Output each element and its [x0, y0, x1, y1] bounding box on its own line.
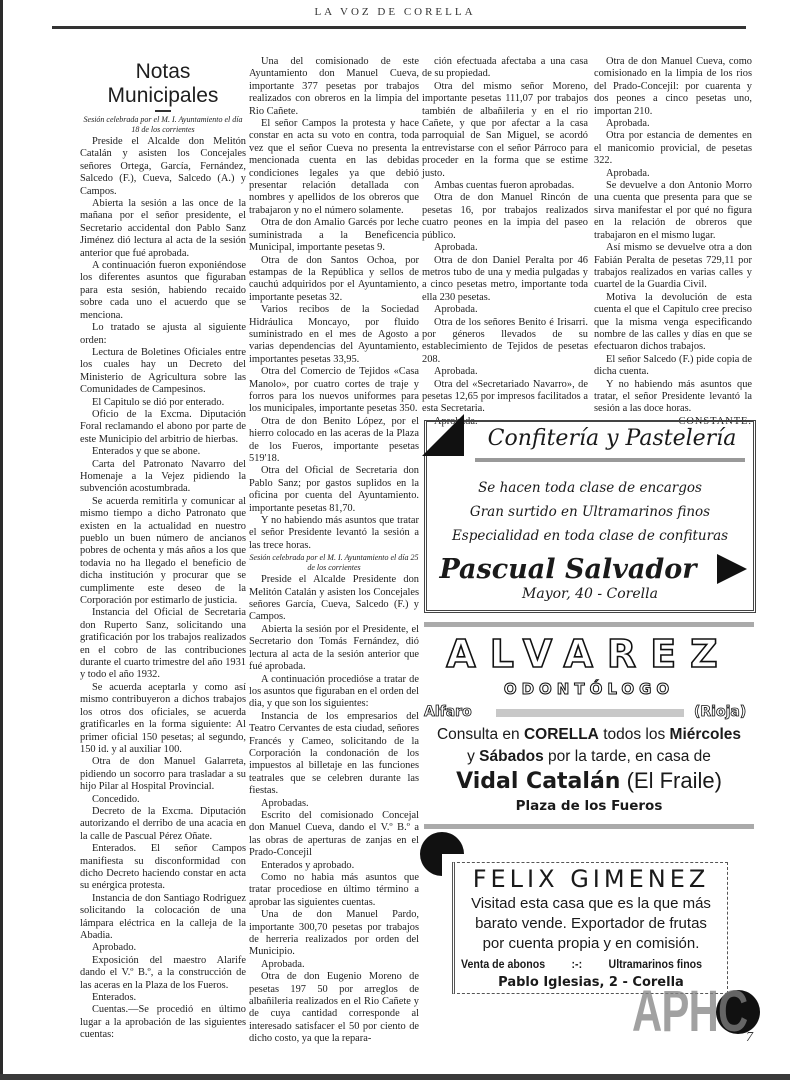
paragraph: Otra de don Amalio Garcés por leche suministrada a la Beneficencia Municipal, importante pesetas 9. [249, 217, 419, 254]
paragraph: Otra de don Eugenio Moreno de pesetas 197 50 por arreglos de albañileria realizados en el Rio Cañete y de cuya cantidad corresponde al interesado satisfacer el 50 por ciento de dicho costo, ya que la repara- [249, 971, 419, 1045]
paragraph: Una de don Manuel Pardo, importante 300,70 pesetas por trabajos de herreria realizados por orden del Municipio. [249, 909, 419, 958]
article-column-2 [249, 56, 419, 1046]
ad-gimenez-name: FELIX GIMENEZ [472, 865, 710, 893]
archive-watermark: APHC [632, 979, 748, 1044]
paragraph: Otra del Oficial de Secretaria don Pablo Sanz; por gastos suplidos en la oficina por cuenta del Ayuntamiento. importante pesetas 81,70. [249, 465, 419, 514]
column-3-paragraphs [422, 56, 588, 428]
paragraph: Otra del Comercio de Tejidos «Casa Manolo», por cuatro cortes de traje y forros para los nuevos uniformes para los municipales, importante pesetas 350. [249, 366, 419, 415]
paragraph: Exposición del maestro Alarife dando el V.º B.º, a la construcción de las aceras en la Plaza de los Fueros. [80, 954, 246, 991]
paragraph: Aprobado. [92, 942, 137, 954]
ad-alvarez-city: Alfaro [424, 704, 472, 720]
paragraph: Escrito del comisionado Concejal don Manuel Cueva, dando el V.º B.º a las obras de aperturas de zanjas en el Prado-Concejil [249, 809, 419, 859]
article-title: Notas Municipales [107, 60, 219, 107]
paragraph: Concedido. [92, 793, 140, 805]
ad-gimenez-address: Pablo Iglesias, 2 - Corella [498, 975, 684, 990]
masthead: LA VOZ DE CORELLA [314, 6, 476, 18]
ad-felix-gimenez [452, 862, 728, 994]
ad-gimenez-line: por cuenta propia y en comisión. [482, 935, 700, 952]
article-column-1 [80, 60, 246, 1042]
host-name: Vidal Catalán [456, 769, 621, 794]
paragraph: Otra de don Manuel Rincón de pesetas 16, por trabajos realizados cuatro peones en la impia del paseo público. [422, 192, 588, 241]
paragraph: El Capitulo se dió por enterado. [92, 396, 225, 408]
paragraph: Y no habiendo más asuntos que tratar, el señor Presidente levantó la sesión a las doce horas. [594, 378, 752, 415]
venta-right: Ultramarinos finos [608, 959, 703, 971]
corner-triangle-icon [422, 414, 464, 456]
paragraph: A continuación procedióse a tratar de los asuntos que figuraban en el orden del dia, y que son los siguientes: [249, 673, 419, 710]
column-4-paragraphs [594, 56, 752, 416]
paragraph: El señor Salcedo (F.) pide copia de dicha cuenta. [594, 353, 752, 378]
venta-left: Venta de abonos [461, 959, 546, 971]
ad-alvarez-consult-line [424, 726, 754, 744]
masthead-rule [52, 26, 746, 29]
ad-confiteria [424, 420, 756, 613]
page-edge-left [0, 0, 3, 1080]
column-2-paragraphs-a [249, 56, 419, 552]
paragraph: Otra de los señores Benito é Irisarri. por géneros llevados de su establecimiento de Tejidos de pesetas 208. [422, 316, 588, 365]
ad-confiteria-name: Pascual Salvador [439, 554, 697, 585]
ad-alvarez-host [424, 768, 754, 794]
article-column-4 [594, 56, 752, 428]
paragraph: Otra de don Manuel Galarreta, pidiendo un socorro para trasladar a su hijo Pilar al Hospital Provincial. [80, 756, 246, 793]
paragraph: El señor Campos la protesta y hace constar en acta su voto en contra, toda vez que el señor Cueva no presenta la mencionada cuenta en las debidas condiciones legales ya que debió presentar relación detallada con nombres y apellidos de los obreros que trabajaron y no el número solamente. [249, 118, 419, 216]
page-number: 7 [746, 1030, 753, 1045]
paragraph: Aprobada. [434, 415, 478, 427]
ad-alvarez-name: ALVAREZ [446, 632, 732, 676]
ad-alvarez-region: (Rioja) [694, 704, 747, 720]
paragraph: Se acuerda aceptarla y como así mismo contribuyeron a dichos trabajos los otros dos oficiales, se acuerda gratificarles en la forma siguiente: Al primer oficial 150 pesetas; al segundo, 150 id. y al auxiliar 100. [80, 681, 246, 755]
paragraph: Varios recibos de la Sociedad Hidráulica Moncayo, por fluido suministrado en el mes de Agosto a varias dependencias del Ayuntamiento, importantes pesetas 33,95. [249, 304, 419, 365]
ad-confiteria-line: Se hacen toda clase de encargos [478, 480, 702, 496]
paragraph: Preside el Alcalde don Melitón Catalán y asisten los Concejales señores Ortega, García, Fernández, Salcedo (F.), Cueva, Salcedo (A.) y Campos. [80, 136, 246, 197]
ad-alvarez-city-bar [496, 709, 684, 717]
paragraph: Motiva la devolución de esta cuenta el que el Capitulo cree preciso que la misma venga especificando nombre de las calles y días en que se efectuaron dichos trabajos. [594, 291, 752, 353]
paragraph: Cuentas.—Se procedió en último lugar a la aprobación de las siguientes cuentas: [80, 1004, 246, 1041]
text: y [467, 748, 480, 765]
ad-confiteria-line: Especialidad en toda clase de confituras [451, 528, 729, 544]
session-2-subtitle: Sesión celebrada por el M. I. Ayuntamiento el día 25 de los corrientes [249, 553, 419, 572]
article-column-3 [422, 56, 588, 428]
paragraph: Abierta la sesión por el Presidente, el Secretario don Tomás Fernández, dió lectura al acta de la sesión anterior que fué aprobada. [249, 623, 419, 673]
paragraph: Así mismo se devuelve otra a don Fabián Peralta de pesetas 729,11 por trabajos realizados en varias calles y cuartel de la Guardia Civil. [594, 242, 752, 291]
paragraph: Instancia de los empresarios del Teatro Cervantes de esta ciudad, señores Francés y Cameo, solicitando de la Corporación la condonación de los impuestos al billetaje en las funciones teatrales que se celebren durante las fiestas. [249, 710, 419, 797]
ad-alvarez-profession: ODONTÓLOGO [503, 680, 675, 698]
paragraph: Enterados. [92, 992, 137, 1004]
paragraph: Se devuelve a don Antonio Morro una cuenta que presenta para que se sirva manifestar el por qué no figura en la relación de obreros que trabajaron en el mismo lugar. [594, 180, 752, 241]
page-edge-bottom [0, 1074, 790, 1080]
paragraph: Instancia del Oficial de Secretaria don Ruperto Sanz, solicitando una gratificación por los trabajos realizados en el cobro de las contribuciones durante el cuarto trimestre del año 1931 y todo el año 1932. [80, 607, 246, 681]
session-1-subtitle: Sesión celebrada por el M. I. Ayuntamiento el día 18 de los corrientes [83, 115, 243, 134]
text: todos los [598, 726, 670, 743]
paragraph: Aprobada. [434, 242, 478, 254]
paragraph: Otra de don Daniel Peralta por 46 metros tubo de una y media pulgadas y a cinco pesetas metro, importante toda ella 230 pesetas. [422, 254, 588, 303]
paragraph: A continuación fueron exponiéndose los diferentes asuntos que figuraban para esta sesión, habiendo recaido sobre cada uno el acuerdo que se menciona. [80, 260, 246, 321]
text-bold: Sábados [479, 748, 544, 765]
paragraph: Aprobadas. [261, 797, 309, 809]
paragraph: Aprobada. [434, 366, 478, 378]
ad-gimenez-line: barato vende. Exportador de frutas [475, 915, 707, 932]
paragraph: Una del comisionado de este Ayuntamiento don Manuel Cueva, importante 377 pesetas por trabajos realizados con obreros en la limpia del Rio Cañete. [249, 56, 419, 117]
text-bold: Miércoles [669, 726, 742, 743]
paragraph: Instancia de don Santiago Rodriguez solicitando la colocación de una lámpara eléctrica en la calleja de la Abadia. [80, 892, 246, 941]
ad-confiteria-address: Mayor, 40 - Corella [522, 586, 658, 602]
paragraph: Abierta la sesión a las once de la mañana por el señor presidente, el Secretario accidental don Pablo Sanz Jiménez dió lectura al acta de la sesión anterior que fué aprobada. [80, 198, 246, 259]
paragraph: ción efectuada afectaba a una casa de su propiedad. [422, 56, 588, 80]
paragraph: Decreto de la Excma. Diputación autorizando el derribo de una acacia en la calle de Pascual Pérez Oñate. [80, 805, 246, 842]
paragraph: Como no habia más asuntos que tratar procediose en último término a aprobar las siguientes cuentas. [249, 872, 419, 908]
paragraph: Enterados. El señor Campos manifiesta su disconformidad con dicho Decreto haciendo constar en acta su enérgica protesta. [80, 843, 246, 892]
paragraph: Lo tratado se ajusta al siguiente orden: [80, 322, 246, 346]
paragraph: Otra de don Manuel Cueva, como comisionado en la limpia de los rios del Prado-Concejil: por cuarenta y dos peones a cinco pesetas uno, importan 210. [594, 56, 752, 117]
ad-confiteria-heading: Confitería y Pastelería [487, 426, 737, 451]
paragraph: Carta del Patronato Navarro del Homenaje a la Vejez pidiendo la subvención acostumbrada. [80, 458, 246, 495]
venta-separator: :-: [571, 959, 583, 971]
paragraph: Aprobada. [261, 958, 305, 970]
title-underline [155, 110, 171, 112]
column-2-paragraphs-b [249, 574, 419, 1045]
text: Consulta en [436, 726, 524, 743]
ad-alvarez-place: Plaza de los Fueros [515, 798, 663, 814]
text: por la tarde, en casa de [543, 748, 711, 765]
ad-alvarez-days-line [424, 748, 754, 766]
ad-confiteria-line: Gran surtido en Ultramarinos finos [469, 504, 711, 520]
paragraph: Ambas cuentas fueron aprobadas. [434, 180, 575, 192]
column-1-paragraphs [80, 136, 246, 1042]
ad-alvarez-top-bar [424, 622, 754, 627]
paragraph: Aprobada. [606, 167, 650, 179]
paragraph: Oficio de la Excma. Diputación Foral reclamando el abono por parte de este Municipio del arbitrio de hierbas. [80, 408, 246, 445]
arrow-right-icon [717, 554, 747, 584]
ad-gimenez-venta [461, 959, 702, 971]
paragraph: Otra de don Santos Ochoa, por estampas de la República y sellos de cauchú adquiridos por el Ayuntamiento, importante pesetas 32. [249, 254, 419, 303]
ad-alvarez [424, 622, 754, 822]
paragraph: Preside el Alcalde Presidente don Melitón Catalán y asisten los Concejales señores García, Cueva, Salcedo (F.) y Campos. [249, 574, 419, 623]
paragraph: Otra del mismo señor Moreno, importante pesetas 111,07 por trabajos también de albañileria y en el rio Cañete, y que por afectar a la casa parroquial de San Miguel, se acordó entrevistarse con el señor Párroco para proceder en la forma que se estime justo. [422, 80, 588, 179]
paragraph: Otra por estancia de dementes en el manicomio provicial, de pesetas 322. [594, 130, 752, 167]
paragraph: Aprobada. [606, 118, 650, 130]
text-bold: CORELLA [523, 726, 599, 743]
article-signature: CONSTANTE. [678, 415, 752, 427]
paragraph: Enterados y que se abone. [92, 446, 201, 458]
paragraph: Aprobada. [434, 304, 478, 316]
paragraph: Y no habiendo más asuntos que tratar el señor Presidente levantó la sesión a las trece horas. [249, 515, 419, 551]
ad-gimenez-line: Visitad esta casa que es la que más [471, 895, 711, 912]
host-nick: (El Fraile) [620, 768, 722, 793]
paragraph: Se acuerda remitirla y comunicar al mismo tiempo a dicho Patronato que existen en la actualidad en nuestro pueblo un buen número de ancianos pobres de ochenta y más años a los que todavia no ha llegado el beneficio de dicha institución y procurar que se cumplimente este deseo de la Corporación por estimarlo de justicia. [80, 495, 246, 607]
paragraph: Otra del «Secretariado Navarro», de pesetas 12,65 por impresos facilitados a esta Secretaria. [422, 378, 588, 415]
ad-alvarez-bottom-bar [424, 824, 754, 829]
ad-confiteria-divider [475, 458, 745, 462]
paragraph: Enterados y aprobado. [261, 859, 355, 871]
paragraph: Otra de don Benito López, por el hierro colocado en las aceras de la Plaza de los Fueros, importante pesetas 519'18. [249, 415, 419, 464]
paragraph: Lectura de Boletines Oficiales entre los cuales hay un Decreto del Ministerio de Agricultura sobre las Comunidades de Campesinos. [80, 346, 246, 396]
